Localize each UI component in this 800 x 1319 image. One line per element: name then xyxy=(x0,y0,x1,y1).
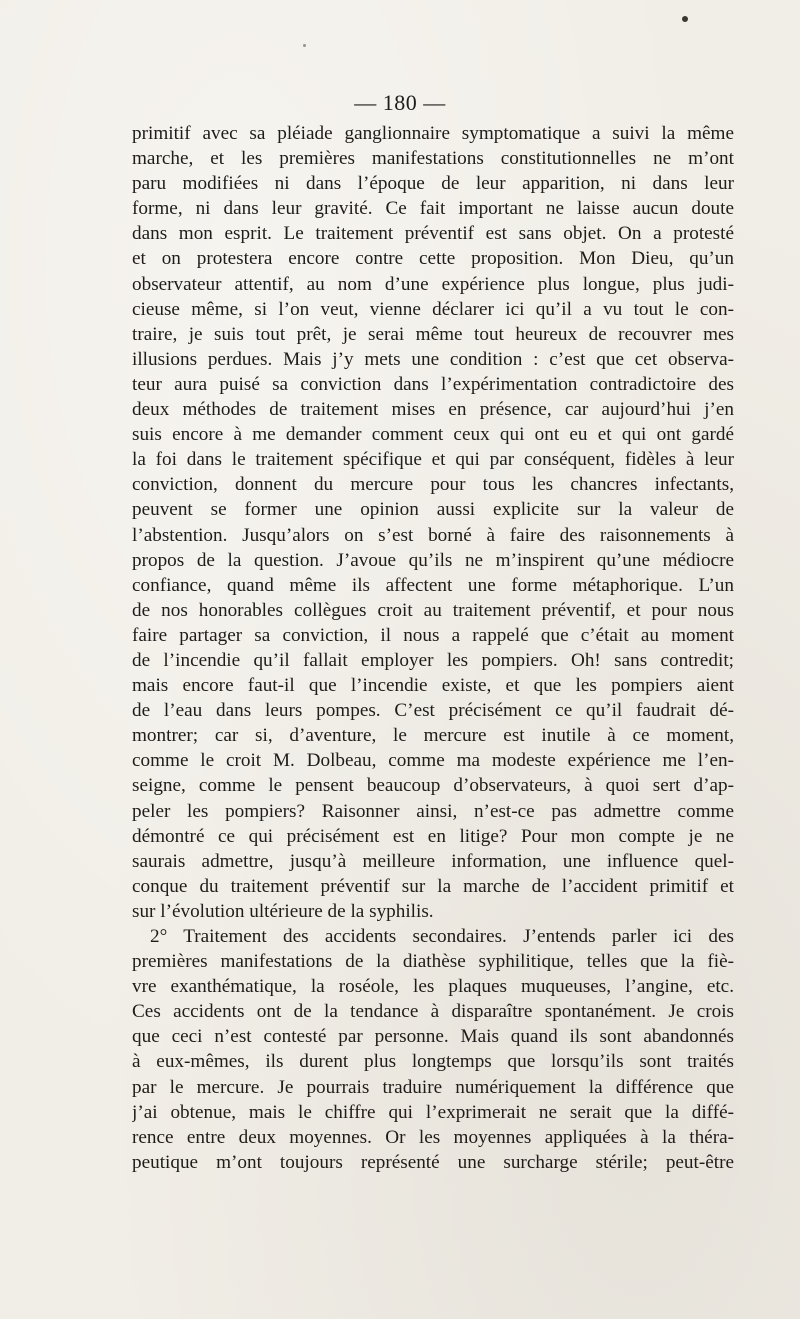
text-line: de nos honorables collègues croit au traitement préventif, et pour nous xyxy=(132,599,734,621)
text-line: confiance, quand même ils affectent une forme métaphorique. L’un xyxy=(132,574,734,596)
text-line: faire partager sa conviction, il nous a rappelé que c’était au moment xyxy=(132,624,734,646)
text-line: de l’eau dans leurs pompes. C’est précisément ce qu’il faudrait dé- xyxy=(132,700,734,722)
text-line: peuvent se former une opinion aussi explicite sur la valeur de xyxy=(132,499,734,521)
text-line: la foi dans le traitement spécifique et qui par conséquent, fidèles à leur xyxy=(132,449,734,471)
ink-speck xyxy=(682,16,688,22)
text-line: l’abstention. Jusqu’alors on s’est borné à faire des raisonnements à xyxy=(132,524,734,546)
ink-speck xyxy=(303,44,306,47)
text-line: saurais admettre, jusqu’à meilleure information, une influence quel- xyxy=(132,850,734,872)
text-line: primitif avec sa pléiade ganglionnaire symptomatique a suivi la même xyxy=(132,123,734,144)
text-line: peler les pompiers? Raisonner ainsi, n’est-ce pas admettre comme xyxy=(132,800,734,822)
text-line: observateur attentif, au nom d’une expérience plus longue, plus judi- xyxy=(132,273,734,295)
text-line: premières manifestations de la diathèse syphilitique, telles que la fiè- xyxy=(132,951,734,973)
page-number: — 180 — xyxy=(354,90,446,115)
text-line: illusions perdues. Mais j’y mets une condition : c’est que cet observa- xyxy=(132,348,734,370)
text-line: et on protestera encore contre cette proposition. Mon Dieu, qu’un xyxy=(132,248,734,270)
text-line: paru modifiées ni dans l’époque de leur apparition, ni dans leur xyxy=(132,173,734,195)
text-line: j’ai obtenue, mais le chiffre qui l’exprimerait ne serait que la diffé- xyxy=(132,1101,734,1123)
text-line: démontré ce qui précisément est en litige? Pour mon compte je ne xyxy=(132,825,734,847)
text-line: suis encore à me demander comment ceux qui ont eu et qui ont gardé xyxy=(132,424,734,446)
text-line: rence entre deux moyennes. Or les moyennes appliquées à la théra- xyxy=(132,1126,734,1148)
text-line: conque du traitement préventif sur la marche de l’accident primitif et xyxy=(132,875,734,897)
text-line: cieuse même, si l’on veut, vienne déclarer ici qu’il a vu tout le con- xyxy=(132,298,734,320)
text-line: dans mon esprit. Le traitement préventif est sans objet. On a protesté xyxy=(132,223,734,245)
text-line: montrer; car si, d’aventure, le mercure est inutile à ce moment, xyxy=(132,725,734,747)
text-line: marche, et les premières manifestations constitutionnelles ne m’ont xyxy=(132,148,734,170)
section-heading-line: 2° Traitement des accidents secondaires. J’entends parler ici des xyxy=(150,926,734,947)
text-line: peutique m’ont toujours représenté une surcharge stérile; peut-être xyxy=(132,1151,734,1173)
text-line: de l’incendie qu’il fallait employer les pompiers. Oh! sans contredit; xyxy=(132,649,734,671)
text-line: à eux-mêmes, ils durent plus longtemps que lorsqu’ils sont traités xyxy=(132,1051,734,1073)
text-line: propos de la question. J’avoue qu’ils ne m’inspirent qu’une médiocre xyxy=(132,549,734,571)
text-line: par le mercure. Je pourrais traduire numériquement la différence que xyxy=(132,1076,734,1098)
text-line: teur aura puisé sa conviction dans l’expérimentation contradictoire des xyxy=(132,373,734,395)
text-line: conviction, donnent du mercure pour tous les chancres infectants, xyxy=(132,474,734,496)
text-line: que ceci n’est contesté par personne. Mais quand ils sont abandonnés xyxy=(132,1026,734,1048)
body-text xyxy=(132,121,734,1175)
text-line: vre exanthématique, la roséole, les plaques muqueuses, l’angine, etc. xyxy=(132,976,734,998)
text-line: seigne, comme le pensent beaucoup d’observateurs, à quoi sert d’ap- xyxy=(132,775,734,797)
text-line: mais encore faut-il que l’incendie existe, et que les pompiers aient xyxy=(132,675,734,697)
text-line: comme le croit M. Dolbeau, comme ma modeste expérience me l’en- xyxy=(132,750,734,772)
text-line: forme, ni dans leur gravité. Ce fait important ne laisse aucun doute xyxy=(132,198,734,220)
paragraph-end-line: sur l’évolution ultérieure de la syphilis. xyxy=(132,900,434,922)
text-line: traire, je suis tout prêt, je serai même tout heureux de recouvrer mes xyxy=(132,323,734,345)
text-line: Ces accidents ont de la tendance à disparaître spontanément. Je crois xyxy=(132,1001,734,1023)
text-line: deux méthodes de traitement mises en présence, car aujourd’hui j’en xyxy=(132,399,734,421)
